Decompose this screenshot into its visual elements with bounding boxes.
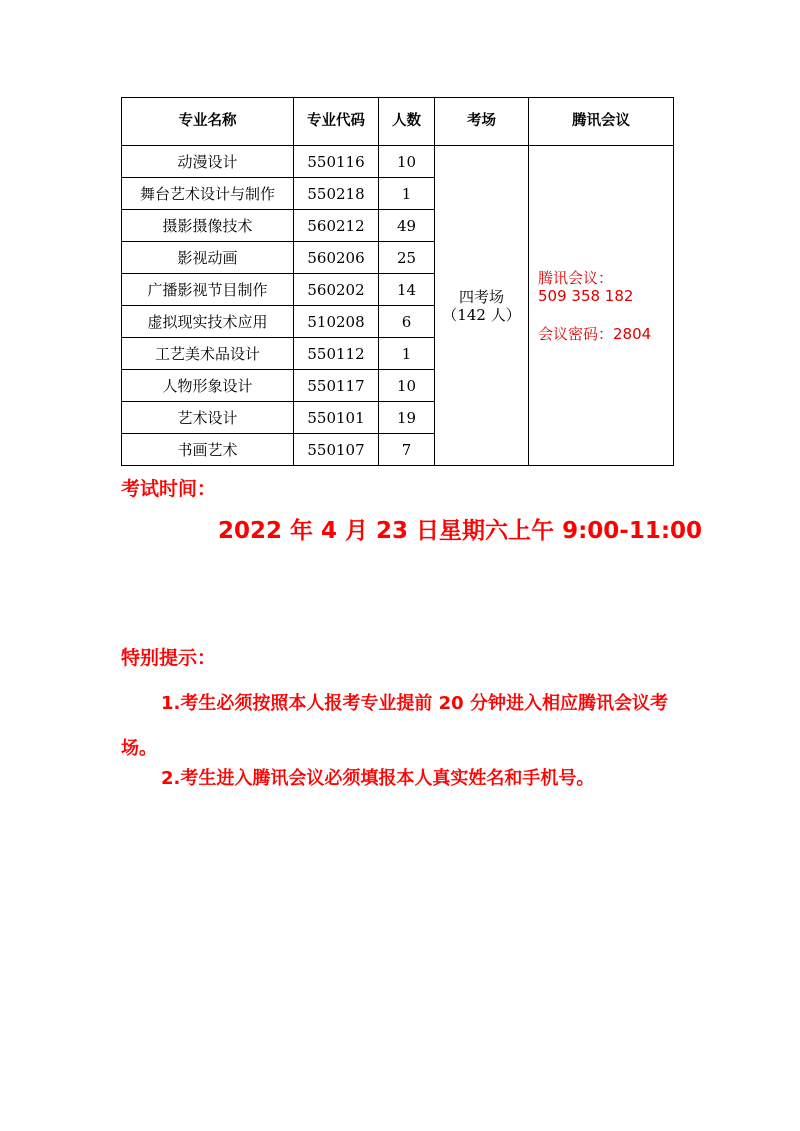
header-exam-room: 考场 [435,98,529,146]
student-count: 14 [379,274,435,306]
student-count: 6 [379,306,435,338]
major-name: 动漫设计 [122,146,294,178]
header-tencent-meeting: 腾讯会议 [529,98,674,146]
exam-room-count: （142 人） [442,305,521,324]
student-count: 10 [379,146,435,178]
major-name: 舞台艺术设计与制作 [122,178,294,210]
major-name: 摄影摄像技术 [122,210,294,242]
student-count: 7 [379,434,435,466]
meeting-info-cell [529,146,674,466]
major-name: 人物形象设计 [122,370,294,402]
notice-label: 特别提示： [121,647,217,669]
meeting-label: 腾讯会议： [538,268,614,287]
header-major-code: 专业代码 [294,98,379,146]
exam-room-name: 四考场 [458,287,504,306]
major-code: 550107 [294,434,379,466]
major-code: 550116 [294,146,379,178]
major-code: 510208 [294,306,379,338]
student-count: 49 [379,210,435,242]
major-code: 560212 [294,210,379,242]
major-name: 广播影视节目制作 [122,274,294,306]
student-count: 1 [379,338,435,370]
major-name: 虚拟现实技术应用 [122,306,294,338]
exam-time-value: 2022 年 4 月 23 日星期六上午 9:00-11:00 [218,518,703,544]
major-code: 550117 [294,370,379,402]
exam-room-cell [435,146,529,466]
exam-schedule-table [121,97,674,466]
student-count: 10 [379,370,435,402]
student-count: 25 [379,242,435,274]
header-count: 人数 [379,98,435,146]
exam-time-label: 考试时间： [121,478,217,500]
major-code: 550112 [294,338,379,370]
major-code: 560202 [294,274,379,306]
student-count: 19 [379,402,435,434]
student-count: 1 [379,178,435,210]
major-code: 560206 [294,242,379,274]
major-name: 影视动画 [122,242,294,274]
major-name: 书画艺术 [122,434,294,466]
table-header-row [122,98,674,146]
meeting-password: 会议密码：2804 [538,324,652,343]
meeting-id: 509 358 182 [538,286,634,305]
notice-item-2: 2.考生进入腾讯会议必须填报本人真实姓名和手机号。 [161,768,595,789]
header-major-name: 专业名称 [122,98,294,146]
major-name: 工艺美术品设计 [122,338,294,370]
major-code: 550101 [294,402,379,434]
table-row [122,146,674,178]
major-code: 550218 [294,178,379,210]
major-name: 艺术设计 [122,402,294,434]
notice-item-1: 1.考生必须按照本人报考专业提前 20 分钟进入相应腾讯会议考场。 [121,693,668,759]
